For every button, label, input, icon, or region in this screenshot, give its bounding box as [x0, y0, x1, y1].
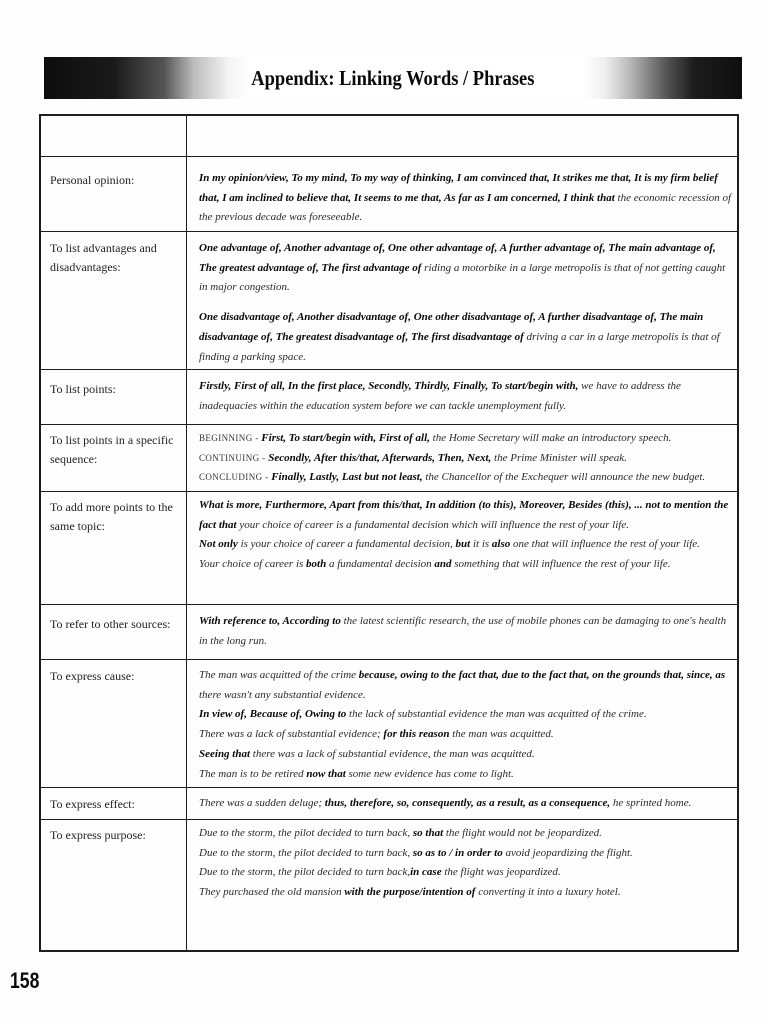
example-sentence: The man was acquitted of the crime because, owing to the fact that, due to the fact that, on the grounds that, since, as there wasn't any substantial evidence.: [199, 669, 726, 701]
row-divider: [41, 659, 737, 660]
row-divider: [41, 231, 737, 232]
row-content-express-purpose: [199, 824, 735, 903]
row-divider: [41, 156, 737, 157]
example-sentence: One advantage of, Another advantage of, One other advantage of, A further advantage of, The main advantage of, The greatest advantage of, The first advantage of riding a motorbike in a large metropolis is that of not getting caught in major congestion.: [199, 242, 726, 294]
linking-words-table: [39, 114, 739, 952]
row-content-list-points: [199, 377, 735, 416]
example-sentence: There was a lack of substantial evidence; for this reason the man was acquitted.: [199, 728, 554, 741]
appendix-header-banner: [44, 57, 742, 99]
row-divider: [41, 369, 737, 370]
row-label-add-more-points: To add more points to the same topic:: [50, 500, 173, 533]
row-label-refer-sources: To refer to other sources:: [50, 617, 171, 631]
row-divider: [41, 424, 737, 425]
page-number: 158: [10, 968, 40, 993]
example-sentence: With reference to, According to the latest scientific research, the use of mobile phones can be damaging to one's health in the long run.: [199, 615, 727, 647]
example-sentence: In view of, Because of, Owing to the lack of substantial evidence the man was acquitted of the crime.: [199, 708, 647, 721]
row-content-add-more-points: [199, 496, 735, 575]
row-content-express-cause: [199, 666, 735, 784]
example-sentence: Seeing that there was a lack of substantial evidence, the man was acquitted.: [199, 747, 535, 760]
row-divider: [41, 491, 737, 492]
example-sentence: BEGINNING - First, To start/begin with, First of all, the Home Secretary will make an introductory speech.: [199, 432, 672, 444]
example-sentence: One disadvantage of, Another disadvantage of, One other disadvantage of, A further disadvantage of, The main disadvantage of, The greatest disadvantage of, The first disadvantage of driving a car in a large metropolis is that of finding a parking space.: [199, 311, 720, 363]
row-content-express-effect: [199, 794, 735, 814]
example-sentence: CONTINUING - Secondly, After this/that, Afterwards, Then, Next, the Prime Minister will speak.: [199, 451, 627, 464]
row-label-specific-sequence: To list points in a specific sequence:: [50, 433, 174, 466]
row-label-express-purpose: To express purpose:: [50, 828, 146, 842]
row-label-advantages-disadvantages: To list advantages and disadvantages:: [50, 241, 157, 274]
column-divider: [186, 116, 187, 950]
example-sentence: There was a sudden deluge; thus, therefore, so, consequently, as a result, as a consequence, he sprinted home.: [199, 797, 692, 809]
row-content-refer-sources: [199, 612, 735, 651]
row-label-personal-opinion: Personal opinion:: [50, 173, 135, 187]
example-sentence: They purchased the old mansion with the purpose/intention of converting it into a luxury hotel.: [199, 886, 621, 899]
example-sentence: Due to the storm, the pilot decided to turn back, so as to / in order to avoid jeopardizing the flight.: [199, 846, 633, 859]
example-sentence: Due to the storm, the pilot decided to turn back,in case the flight was jeopardized.: [199, 866, 561, 879]
row-label-express-cause: To express cause:: [50, 669, 135, 683]
example-sentence: Firstly, First of all, In the first place, Secondly, Thirdly, Finally, To start/begin with, we have to address the inadequacies within the education system before we can tackle unemployment fully.: [199, 380, 681, 412]
row-content-specific-sequence: [199, 429, 735, 488]
row-content-advantages-disadvantages: [199, 239, 735, 367]
example-sentence: What is more, Furthermore, Apart from this/that, In addition (to this), Moreover, Besides (this), ... not to mention the fact that your choice of career is a fundamental decision which will influence the rest of your life.: [199, 499, 729, 531]
page-title: Appendix: Linking Words / Phrases: [251, 65, 535, 90]
example-sentence: The man is to be retired now that some new evidence has come to light.: [199, 767, 514, 780]
row-divider: [41, 819, 737, 820]
example-sentence: Due to the storm, the pilot decided to turn back, so that the flight would not be jeopardized.: [199, 827, 602, 839]
example-sentence: Not only is your choice of career a fundamental decision, but it is also one that will influence the rest of your life.: [199, 538, 700, 551]
example-sentence: Your choice of career is both a fundamental decision and something that will influence the rest of your life.: [199, 558, 671, 571]
row-divider: [41, 787, 737, 788]
row-divider: [41, 604, 737, 605]
row-label-express-effect: To express effect:: [50, 797, 135, 811]
row-label-list-points: To list points:: [50, 382, 116, 396]
row-content-personal-opinion: [199, 169, 735, 228]
example-sentence: In my opinion/view, To my mind, To my way of thinking, I am convinced that, It strikes me that, It is my firm belief that, I am inclined to believe that, It seems to me that, As far as I am concerned, I think that the economic recession of the previous decade was foreseeable.: [199, 172, 732, 224]
example-sentence: CONCLUDING - Finally, Lastly, Last but not least, the Chancellor of the Exchequer will announce the new budget.: [199, 471, 706, 484]
